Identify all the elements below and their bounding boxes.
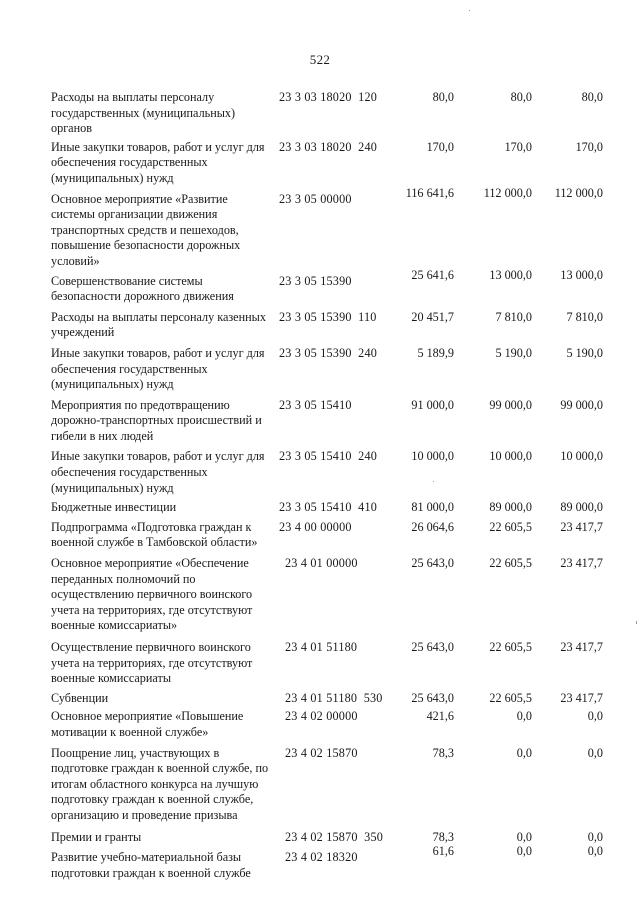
row-name: Основное мероприятие «Повышение мотивации к военной службе»: [51, 709, 244, 739]
row-value-3: 112 000,0: [554, 185, 603, 200]
row-value-2: 7 810,0: [495, 309, 532, 324]
row-value-2: 22 605,5: [489, 556, 532, 571]
row-value-3: 89 000,0: [560, 500, 603, 515]
row-value-1: 25 643,0: [411, 690, 454, 705]
row-value-1: 61,6: [432, 844, 454, 859]
table-row: [51, 746, 611, 824]
row-value-2: 0,0: [516, 709, 532, 724]
table-row: [51, 310, 611, 341]
row-value-2: 0,0: [516, 745, 532, 760]
row-code: 23 3 05 15390: [279, 273, 352, 288]
row-code: 23 4 01 00000: [285, 556, 358, 571]
row-value-3: 23 417,7: [560, 556, 603, 571]
row-value-1: 170,0: [426, 139, 454, 154]
row-value-2: 22 605,5: [489, 640, 532, 654]
row-value-1: 421,6: [426, 709, 454, 724]
row-value-1: 78,3: [432, 829, 454, 844]
table-row: [51, 449, 611, 496]
row-name: Иные закупки товаров, работ и услуг для обеспечения государственных (муниципальных) нужд: [51, 449, 265, 495]
row-name: Иные закупки товаров, работ и услуг для обеспечения государственных (муниципальных) нужд: [51, 139, 265, 185]
table-row: [51, 830, 611, 846]
table-row: [51, 844, 611, 881]
row-name: Премии и гранты: [51, 829, 142, 844]
row-value-2: 5 190,0: [495, 345, 532, 360]
row-name: Субвенции: [51, 690, 109, 705]
table-row: [51, 640, 611, 687]
row-value-3: 10 000,0: [560, 449, 603, 464]
row-value-1: 78,3: [432, 745, 454, 760]
row-value-3: 170,0: [575, 139, 603, 154]
row-value-3: 7 810,0: [566, 309, 603, 324]
row-code: 23 3 05 15390 110: [279, 309, 377, 324]
row-value-2: 112 000,0: [483, 185, 532, 200]
row-value-3: 0,0: [587, 745, 603, 760]
row-value-2: 89 000,0: [489, 500, 532, 515]
table-row: [51, 90, 611, 137]
table-row: [51, 709, 611, 740]
row-name: Основное мероприятие «Обеспечение переданных полномочий по осуществлению первичного воинского учета на территориях, где отсутствуют военные комиссариаты»: [51, 556, 253, 633]
table-row: [51, 556, 611, 634]
row-code: 23 3 05 00000: [279, 191, 352, 206]
row-name: Основное мероприятие «Развитие системы организации движения транспортных средств и пешеходов, повышение безопасности дорожных условий»: [51, 191, 241, 268]
row-code: 23 4 02 00000: [285, 709, 358, 724]
row-value-2: 170,0: [504, 139, 532, 154]
row-name: Расходы на выплаты персоналу государственных (муниципальных) органов: [51, 90, 236, 136]
row-value-3: 99 000,0: [560, 397, 603, 412]
row-code: 23 4 01 51180 530: [285, 690, 383, 705]
row-value-3: 0,0: [587, 709, 603, 724]
row-value-2: 10 000,0: [489, 449, 532, 464]
row-value-1: 20 451,7: [411, 309, 454, 324]
row-code: 23 3 03 18020 120: [279, 90, 378, 104]
row-name: Поощрение лиц, участвующих в подготовке граждан к военной службе, по итогам областного конкурса на лучшую подготовку граждан к военной службе, организацию и проведение призыва: [51, 745, 269, 822]
row-value-1: 25 641,6: [411, 267, 454, 282]
table-row: [51, 500, 611, 516]
row-value-1: 25 643,0: [411, 640, 454, 654]
row-value-3: 0,0: [587, 844, 603, 859]
row-value-2: 0,0: [516, 829, 532, 844]
row-name: Иные закупки товаров, работ и услуг для обеспечения государственных (муниципальных) нужд: [51, 345, 265, 392]
row-value-3: 80,0: [581, 90, 603, 104]
table-row: [51, 185, 611, 270]
row-name: Подпрограмма «Подготовка граждан к военной службе в Тамбовской области»: [51, 519, 258, 550]
table-row: [51, 691, 611, 707]
table-row: [51, 346, 611, 393]
row-value-1: 80,0: [432, 90, 454, 104]
row-value-3: 13 000,0: [560, 267, 603, 282]
row-value-1: 91 000,0: [411, 397, 454, 412]
row-code: 23 4 01 51180: [285, 640, 358, 654]
table-row: [51, 520, 611, 551]
budget-table: [51, 90, 611, 881]
row-code: 23 4 02 18320: [285, 850, 358, 865]
row-code: 23 4 02 15870 350: [285, 829, 384, 844]
row-name: Бюджетные инвестиции: [51, 500, 177, 515]
row-value-2: 22 605,5: [489, 690, 532, 705]
row-value-2: 99 000,0: [489, 397, 532, 412]
row-value-1: 10 000,0: [411, 449, 454, 464]
row-value-2: 80,0: [510, 90, 532, 104]
row-code: 23 3 03 18020 240: [279, 139, 378, 154]
row-value-2: 0,0: [516, 844, 532, 859]
row-value-1: 5 189,9: [417, 345, 454, 360]
row-code: 23 3 05 15410 240: [279, 449, 378, 464]
row-value-3: 0,0: [587, 829, 603, 844]
row-code: 23 4 02 15870: [285, 745, 358, 760]
row-code: 23 3 05 15410: [279, 397, 352, 412]
row-value-1: 81 000,0: [411, 500, 454, 515]
row-value-1: 26 064,6: [411, 519, 454, 534]
row-value-3: 23 417,7: [560, 519, 603, 534]
page-number: 522: [309, 52, 331, 67]
row-code: 23 3 05 15410 410: [279, 500, 378, 515]
row-name: Развитие учебно-материальной базы подготовки граждан к военной службе: [51, 850, 251, 880]
row-value-1: 116 641,6: [405, 185, 454, 200]
row-value-2: 13 000,0: [489, 267, 532, 282]
row-name: Осуществление первичного воинского учета на территориях, где отсутствуют военные комиссариаты: [51, 640, 253, 686]
row-value-1: 25 643,0: [411, 556, 454, 571]
row-code: 23 3 05 15390 240: [279, 345, 378, 360]
scan-speck: [433, 481, 434, 482]
table-row: [51, 140, 611, 187]
table-row: [51, 398, 611, 445]
row-name: Совершенствование системы безопасности дорожного движения: [51, 273, 234, 304]
table-row: [51, 267, 611, 305]
row-code: 23 4 00 00000: [279, 519, 352, 534]
row-value-3: 23 417,7: [560, 640, 603, 654]
scan-speck: [636, 621, 637, 624]
row-value-3: 23 417,7: [560, 690, 603, 705]
row-name: Мероприятия по предотвращению дорожно-транспортных происшествий и гибели в них людей: [51, 397, 262, 443]
row-name: Расходы на выплаты персоналу казенных учреждений: [51, 309, 266, 340]
row-value-3: 5 190,0: [566, 345, 603, 360]
scan-speck: [469, 10, 470, 11]
row-value-2: 22 605,5: [489, 519, 532, 534]
